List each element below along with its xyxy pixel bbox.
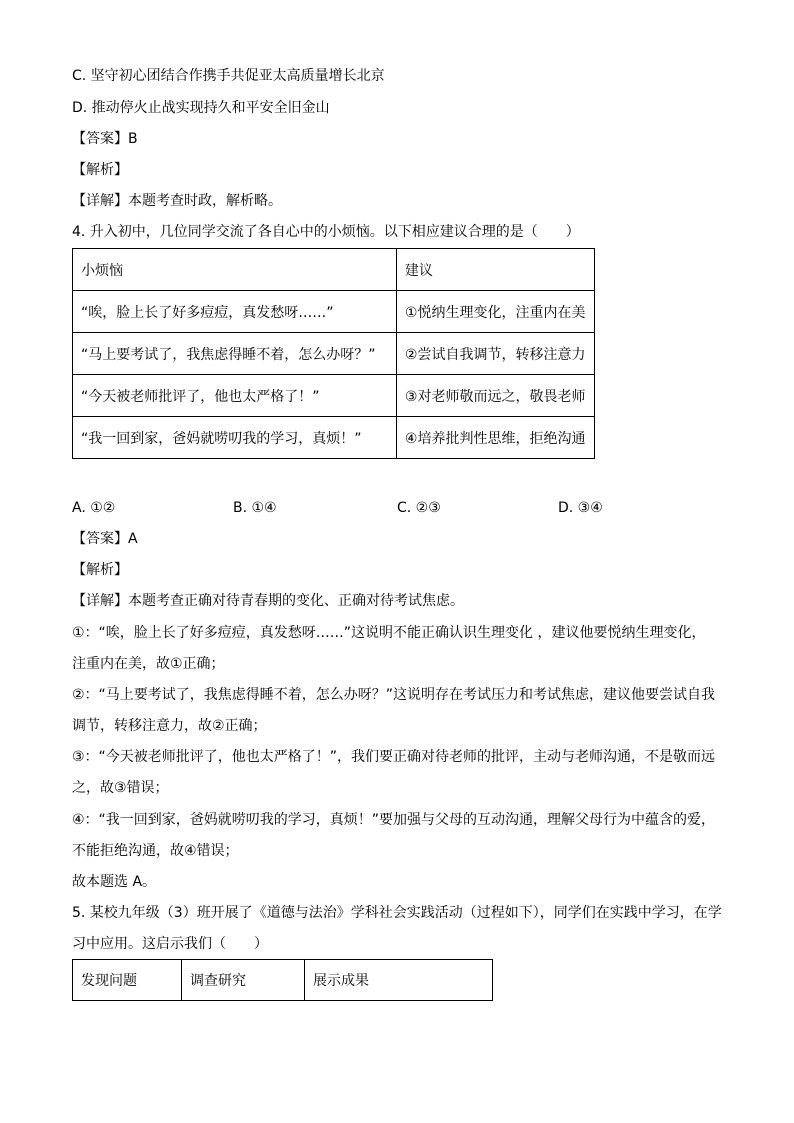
q3-detail: 【详解】本题考查时政，解析略。: [72, 193, 282, 209]
q4-table: [72, 248, 595, 459]
table-header-cell: 小烦恼: [73, 249, 397, 291]
q5-stem-line: 习中应用。这启示我们（ ）: [72, 936, 268, 952]
table-cell: “唉，脸上长了好多痘痘，真发愁呀……”: [73, 291, 397, 333]
q4-option-b: B. ①④: [233, 500, 277, 516]
table-cell: 发现问题: [73, 960, 182, 1001]
q4-option-a: A. ①②: [72, 500, 116, 516]
table-cell: 调查研究: [182, 960, 305, 1001]
q4-option-c: C. ②③: [397, 500, 441, 516]
q4-detail-line: 之，故③错误；: [72, 780, 169, 796]
q4-detail-line: ①：“唉，脸上长了好多痘痘，真发愁呀……”这说明不能正确认识生理变化 ，建议他要悦纳生理变化，: [72, 625, 706, 641]
q4-detail-line: ②：“马上要考试了，我焦虑得睡不着，怎么办呀？”这说明存在考试压力和考试焦虑，建议他要尝试自我: [72, 687, 716, 703]
q3-analysis-label: 【解析】: [72, 162, 128, 178]
table-cell: 展示成果: [305, 960, 493, 1001]
table-header-row: [73, 249, 595, 291]
q4-answer: 【答案】A: [72, 531, 138, 547]
q4-detail-line: 【详解】本题考查正确对待青春期的变化、正确对待考试焦虑。: [72, 593, 464, 609]
table-cell: ④培养批判性思维，拒绝沟通: [396, 417, 594, 459]
q4-stem: 4. 升入初中，几位同学交流了各自心中的小烦恼。以下相应建议合理的是（ ）: [72, 224, 580, 240]
table-cell: “今天被老师批评了，他也太严格了！”: [73, 375, 397, 417]
q3-option-d: D. 推动停火止战实现持久和平安全旧金山: [72, 100, 330, 116]
q4-options: [72, 498, 722, 518]
q4-detail-line: ④：“我一回到家，爸妈就唠叨我的学习，真烦！”要加强与父母的互动沟通，理解父母行为中蕴含的爱，: [72, 812, 716, 828]
q5-stem-line: 5. 某校九年级（3）班开展了《道德与法治》学科社会实践活动（过程如下），同学们在实践中学习，在学: [72, 905, 722, 921]
q3-answer: 【答案】B: [72, 131, 138, 147]
q5-table: [72, 959, 493, 1001]
q4-detail-line: ③：“今天被老师批评了，他也太严格了！”，我们要正确对待老师的批评，主动与老师沟通，不是敬而远: [72, 749, 716, 765]
table-cell: ①悦纳生理变化，注重内在美: [396, 291, 594, 333]
q4-detail-line: 不能拒绝沟通，故④错误；: [72, 843, 239, 859]
table-cell: ③对老师敬而远之，敬畏老师: [396, 375, 594, 417]
table-cell: ②尝试自我调节，转移注意力: [396, 333, 594, 375]
table-cell: “马上要考试了，我焦虑得睡不着，怎么办呀？”: [73, 333, 397, 375]
table-cell: “我一回到家，爸妈就唠叨我的学习，真烦！”: [73, 417, 397, 459]
table-row: [73, 291, 595, 333]
table-row: [73, 417, 595, 459]
q4-detail-line: 调节，转移注意力，故②正确；: [72, 718, 267, 734]
q4-detail-line: 故本题选 A。: [72, 874, 157, 890]
table-row: [73, 375, 595, 417]
q3-option-c: C. 坚守初心团结合作携手共促亚太高质量增长北京: [72, 68, 385, 84]
q4-detail-line: 注重内在美，故①正确；: [72, 656, 225, 672]
q4-analysis-label: 【解析】: [72, 562, 128, 578]
q4-option-d: D. ③④: [558, 500, 603, 516]
table-row: [73, 960, 493, 1001]
table-row: [73, 333, 595, 375]
table-header-cell: 建议: [396, 249, 594, 291]
